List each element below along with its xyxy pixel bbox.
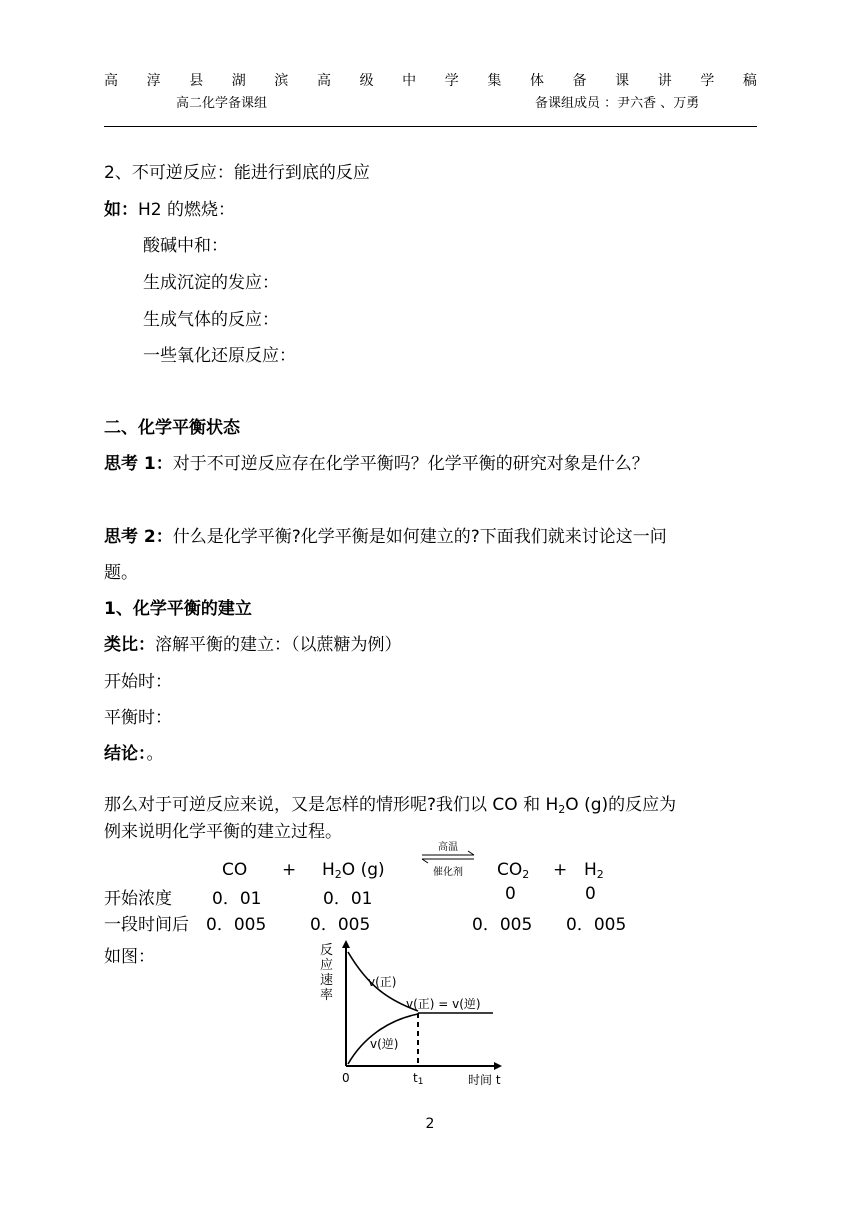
header-title-char: 湖 bbox=[231, 73, 246, 89]
later-h2o: 0．005 bbox=[310, 915, 371, 935]
later-co2: 0．005 bbox=[472, 915, 533, 935]
h2-h: H bbox=[584, 860, 597, 880]
header-title-char: 稿 bbox=[742, 73, 757, 89]
header-title-char: 备 bbox=[572, 73, 587, 89]
figure-caption: 如图： bbox=[104, 947, 155, 967]
header-title-char: 县 bbox=[189, 73, 204, 89]
intro-line-2: 例来说明化学平衡的建立过程。 bbox=[104, 822, 342, 842]
forward-label: v(正) bbox=[368, 975, 397, 989]
header-title-char: 讲 bbox=[657, 73, 672, 89]
example-gas: 生成气体的反应： bbox=[143, 310, 279, 330]
y-label-char-2: 应 bbox=[320, 958, 334, 973]
example-h2-combustion: H2 的燃烧： bbox=[138, 200, 236, 220]
think2-label: 思考 2： bbox=[104, 527, 173, 547]
example-precipitate: 生成沉淀的发应： bbox=[143, 273, 279, 293]
x-axis-arrow-icon bbox=[494, 1062, 502, 1070]
header-members: 备课组成员 ：尹六香 、万勇 bbox=[535, 96, 700, 111]
header-title bbox=[104, 70, 757, 90]
think2-line bbox=[104, 526, 667, 548]
header-title-char: 级 bbox=[359, 73, 374, 89]
examples-label: 如： bbox=[104, 200, 138, 220]
later-h2: 0．005 bbox=[566, 915, 627, 935]
y-label-char-3: 速 bbox=[320, 973, 334, 988]
header-rule bbox=[104, 126, 757, 127]
start-label: 开始时： bbox=[104, 672, 172, 692]
origin-label: 0 bbox=[342, 1071, 350, 1085]
y-label-char-1: 反 bbox=[320, 943, 334, 958]
think2-continuation: 题。 bbox=[104, 563, 138, 583]
plus-sign-1: + bbox=[282, 860, 297, 880]
h2o-subscript: 2 bbox=[334, 868, 342, 881]
header-title-char: 学 bbox=[444, 73, 459, 89]
intro-subscript: 2 bbox=[558, 803, 566, 816]
think1-text: 对于不可逆反应存在化学平衡吗？化学平衡的研究对象是什么？ bbox=[172, 454, 649, 474]
t1-label bbox=[413, 1071, 423, 1087]
start-h2: 0 bbox=[585, 884, 596, 904]
condition-catalyst: 催化剂 bbox=[433, 867, 463, 878]
intro-text-b: O (g)的反应为 bbox=[565, 795, 677, 815]
example-redox: 一些氧化还原反应： bbox=[143, 346, 296, 366]
analogy-line bbox=[104, 634, 402, 656]
y-label-char-4: 率 bbox=[320, 988, 334, 1003]
think1-label: 思考 1： bbox=[104, 454, 173, 474]
header-title-char: 集 bbox=[487, 73, 502, 89]
conclusion-line bbox=[104, 743, 164, 765]
equilibrium-label: 平衡时： bbox=[104, 708, 172, 728]
intro-line-1 bbox=[104, 794, 676, 821]
rate-time-graph bbox=[318, 938, 508, 1090]
equal-rates-label: v(正) = v(逆) bbox=[406, 997, 481, 1011]
co2-subscript: 2 bbox=[522, 868, 530, 881]
start-co: 0．01 bbox=[212, 889, 262, 909]
conclusion-text: 。 bbox=[146, 744, 164, 764]
reverse-label: v(逆) bbox=[370, 1037, 399, 1051]
product-co2 bbox=[497, 860, 529, 881]
product-h2 bbox=[584, 860, 604, 881]
page-number: 2 bbox=[425, 1116, 435, 1132]
equilibrium-heading: 二、化学平衡状态 bbox=[104, 418, 240, 438]
reactant-h2o bbox=[322, 860, 385, 881]
example-acid-base: 酸碱中和： bbox=[143, 236, 228, 256]
h2o-h: H bbox=[322, 860, 335, 880]
condition-high-temp: 高温 bbox=[438, 842, 458, 853]
start-h2o: 0．01 bbox=[323, 889, 373, 909]
header-title-char: 学 bbox=[700, 73, 715, 89]
start-co2: 0 bbox=[505, 884, 516, 904]
row-start-label: 开始浓度 bbox=[104, 889, 172, 909]
think1-line bbox=[104, 453, 649, 475]
intro-text-a: 那么对于可逆反应来说，又是怎样的情形呢?我们以 CO 和 H bbox=[104, 795, 559, 815]
x-axis-label: 时间 t bbox=[468, 1073, 501, 1087]
analogy-text: 溶解平衡的建立：（以蔗糖为例） bbox=[155, 635, 402, 655]
co2-co: CO bbox=[497, 860, 523, 880]
reversible-arrow bbox=[420, 838, 476, 880]
header-title-char: 高 bbox=[316, 73, 331, 89]
think2-text: 什么是化学平衡?化学平衡是如何建立的?下面我们就来讨论这一问 bbox=[172, 527, 667, 547]
irreversible-heading: 2、不可逆反应：能进行到底的反应 bbox=[104, 163, 370, 183]
reactant-co: CO bbox=[222, 860, 248, 880]
establishment-heading: 1、化学平衡的建立 bbox=[104, 599, 252, 619]
header-title-char: 中 bbox=[402, 73, 417, 89]
header-group: 高二化学备课组 bbox=[176, 96, 268, 111]
y-axis-arrow-icon bbox=[342, 940, 350, 948]
row-later-label: 一段时间后 bbox=[104, 915, 189, 935]
header-title-char: 体 bbox=[529, 73, 544, 89]
header-title-char: 课 bbox=[615, 73, 630, 89]
examples-line bbox=[104, 199, 235, 221]
later-co: 0．005 bbox=[206, 915, 267, 935]
h2o-rest: O (g) bbox=[341, 860, 385, 880]
t1-t: t bbox=[413, 1071, 418, 1085]
h2-subscript: 2 bbox=[596, 868, 604, 881]
header-title-char: 滨 bbox=[274, 73, 289, 89]
analogy-label: 类比： bbox=[104, 635, 155, 655]
header-title-char: 淳 bbox=[146, 73, 161, 89]
plus-sign-2: + bbox=[553, 860, 568, 880]
conclusion-label: 结论： bbox=[104, 744, 147, 764]
t1-subscript: 1 bbox=[417, 1077, 424, 1087]
header-title-char: 高 bbox=[104, 73, 118, 89]
